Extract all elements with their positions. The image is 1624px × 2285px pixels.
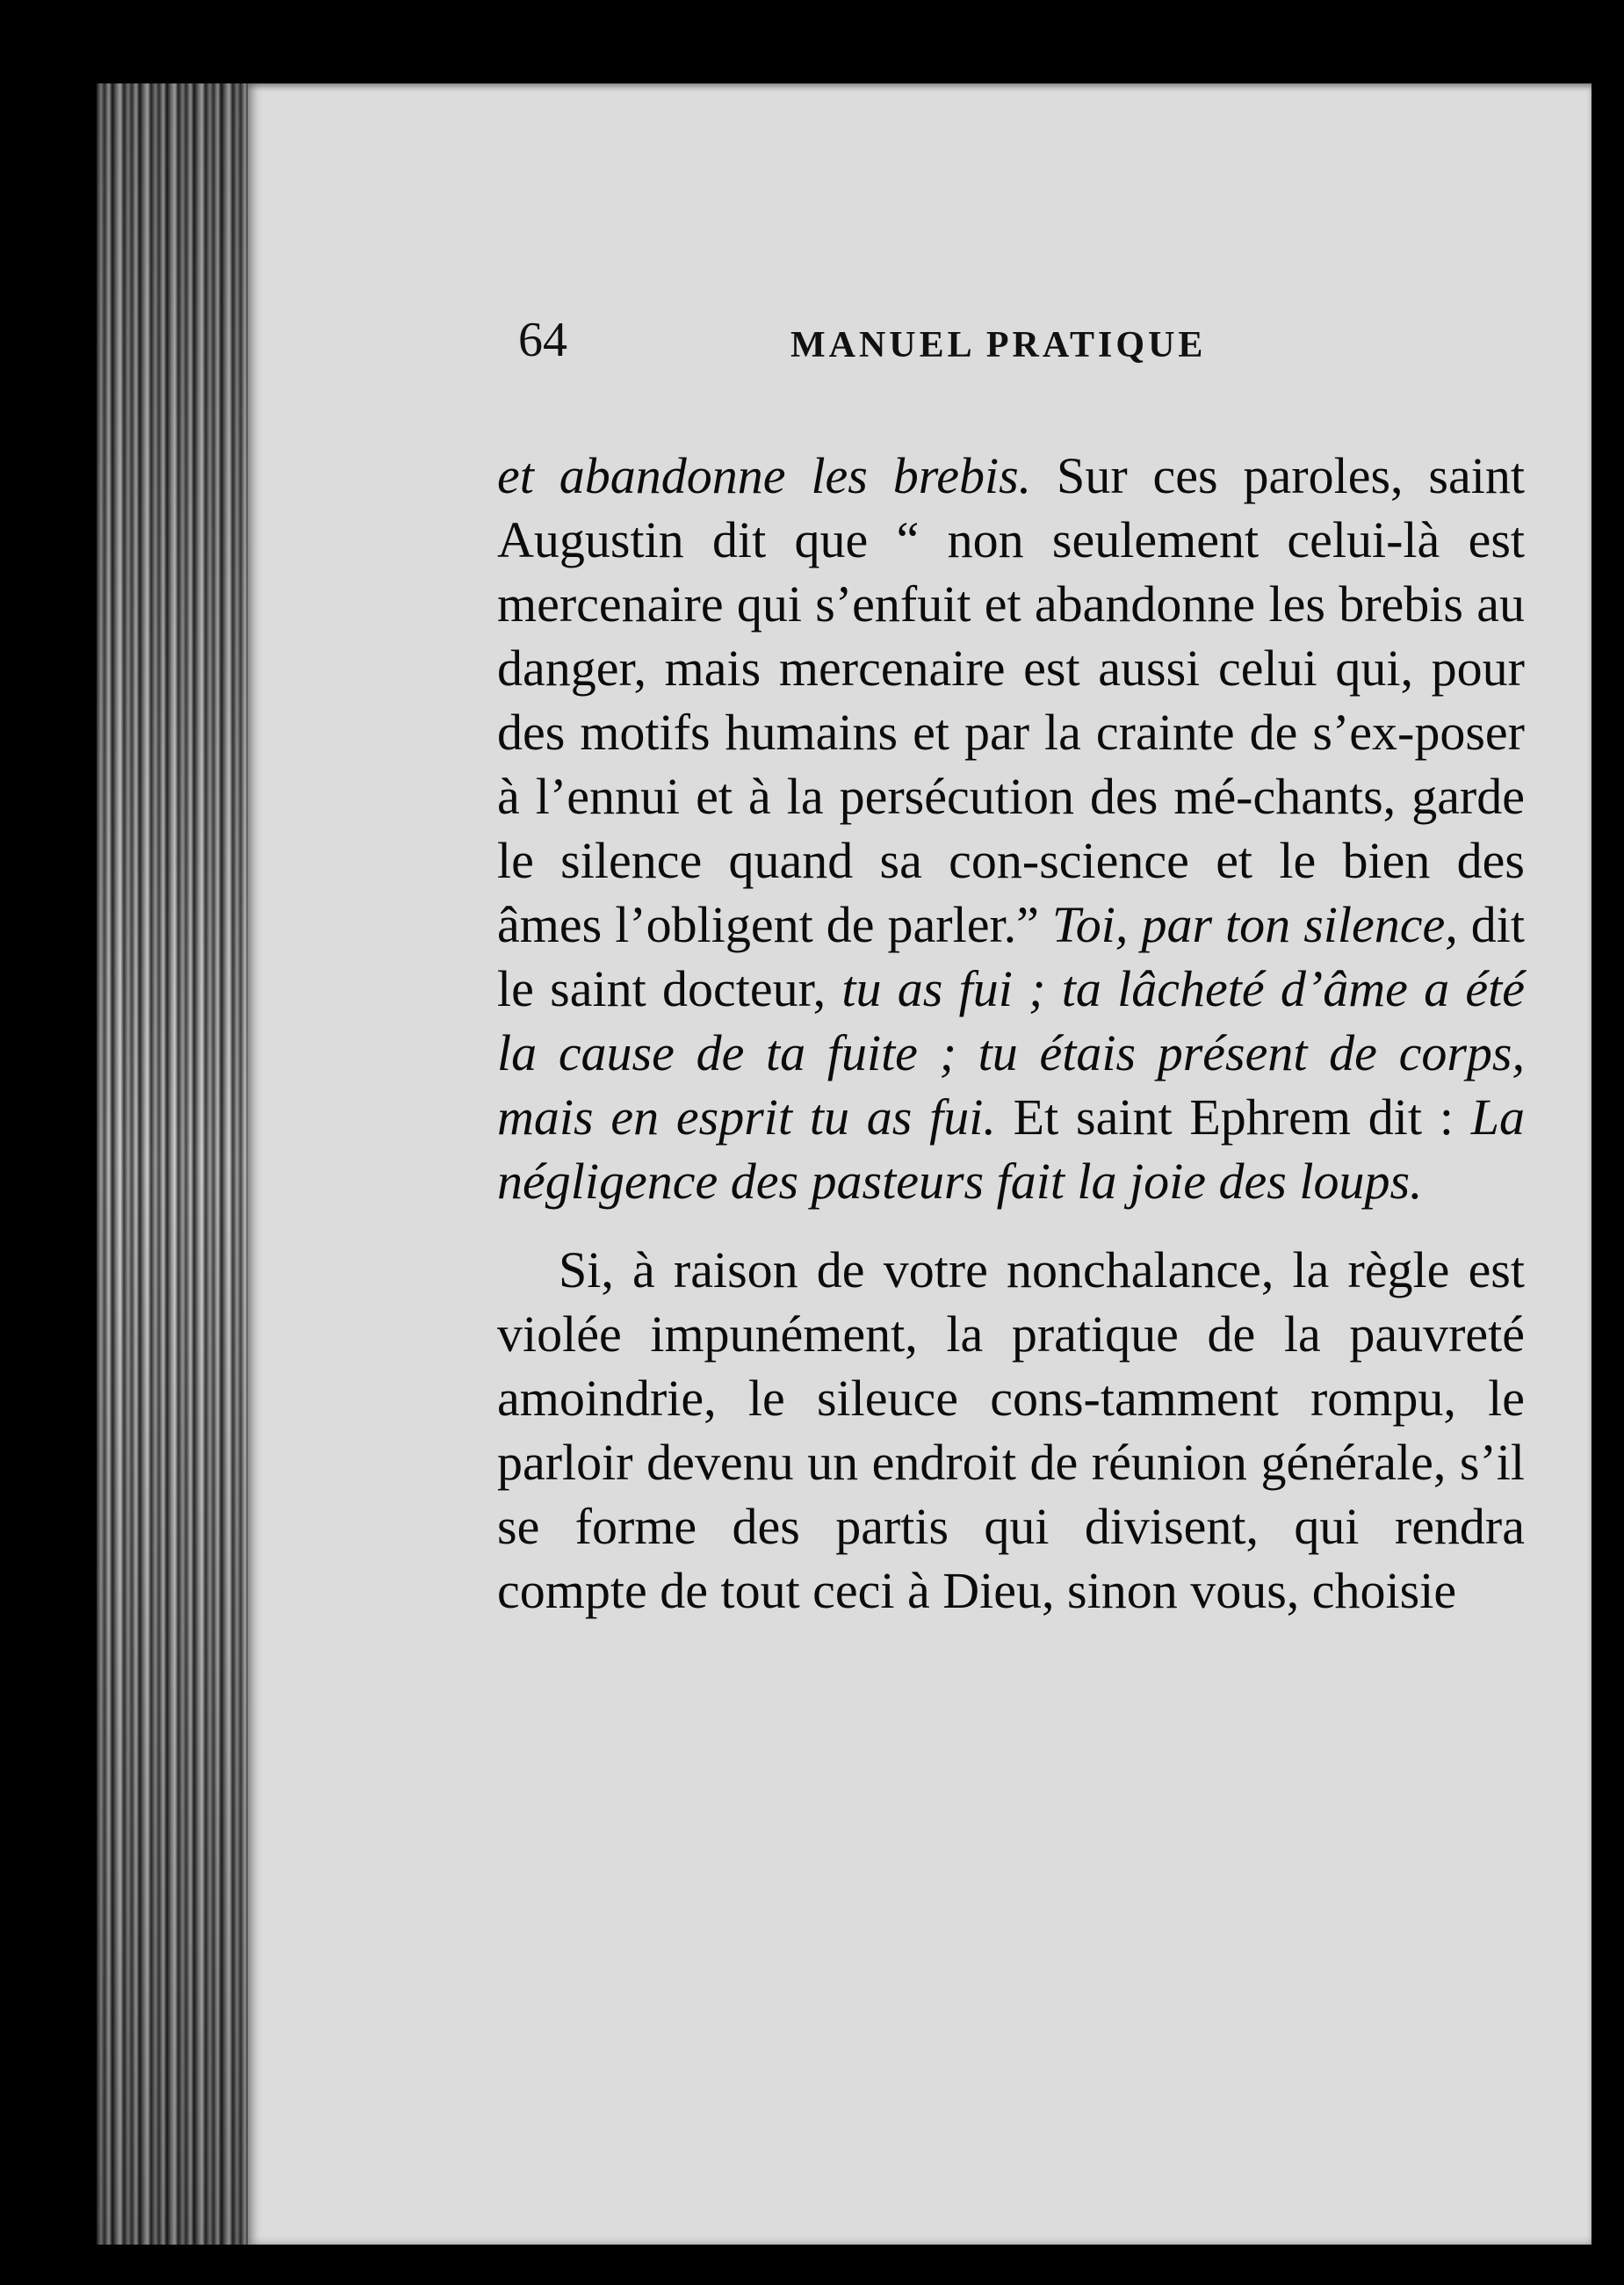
text-segment: dit le saint docteur, — [497, 896, 1525, 1017]
text-segment: Sur ces paroles, saint Augustin dit que “ non seulement celui-là est mercenaire qui s’enfuit et abandonne les brebis au danger, mais mercenaire est aussi celui qui, pour des motifs humains et par la crainte de s’ex-poser à l’ennui et à la persécution des mé-chants, garde le silence quand sa con-science et le bien des âmes l’obligent de parler.” — [497, 447, 1525, 953]
page-edges-shadow — [97, 83, 255, 2245]
page-number: 64 — [518, 313, 567, 367]
body-text — [497, 444, 1525, 1623]
text-segment: La négligence des pasteurs fait la joie des loups. — [497, 1088, 1526, 1210]
speck — [1577, 1493, 1584, 1500]
page-header — [518, 312, 1291, 382]
paragraph-1 — [497, 444, 1525, 1213]
paragraph-2 — [497, 1238, 1525, 1623]
text-segment: Si, à raison de votre nonchalance, la règle est violée impunément, la pratique de la pauvreté amoindrie, le sileuce cons-tamment rompu, le parloir devenu un endroit de réunion générale, s’il se forme des partis qui divisent, qui rendra compte de tout ceci à Dieu, sinon vous, choisie — [497, 1241, 1525, 1619]
running-title: MANUEL PRATIQUE — [790, 325, 1207, 365]
text-segment: Toi, par ton silence, — [1051, 896, 1458, 953]
text-segment: et abandonne les brebis. — [497, 447, 1032, 504]
text-segment: tu as fui ; ta lâcheté d’âme a été la cause de ta fuite ; tu étais présent de corps, mais en esprit tu as fui. — [497, 960, 1525, 1146]
text-segment: Et saint Ephrem dit : — [995, 1088, 1471, 1146]
